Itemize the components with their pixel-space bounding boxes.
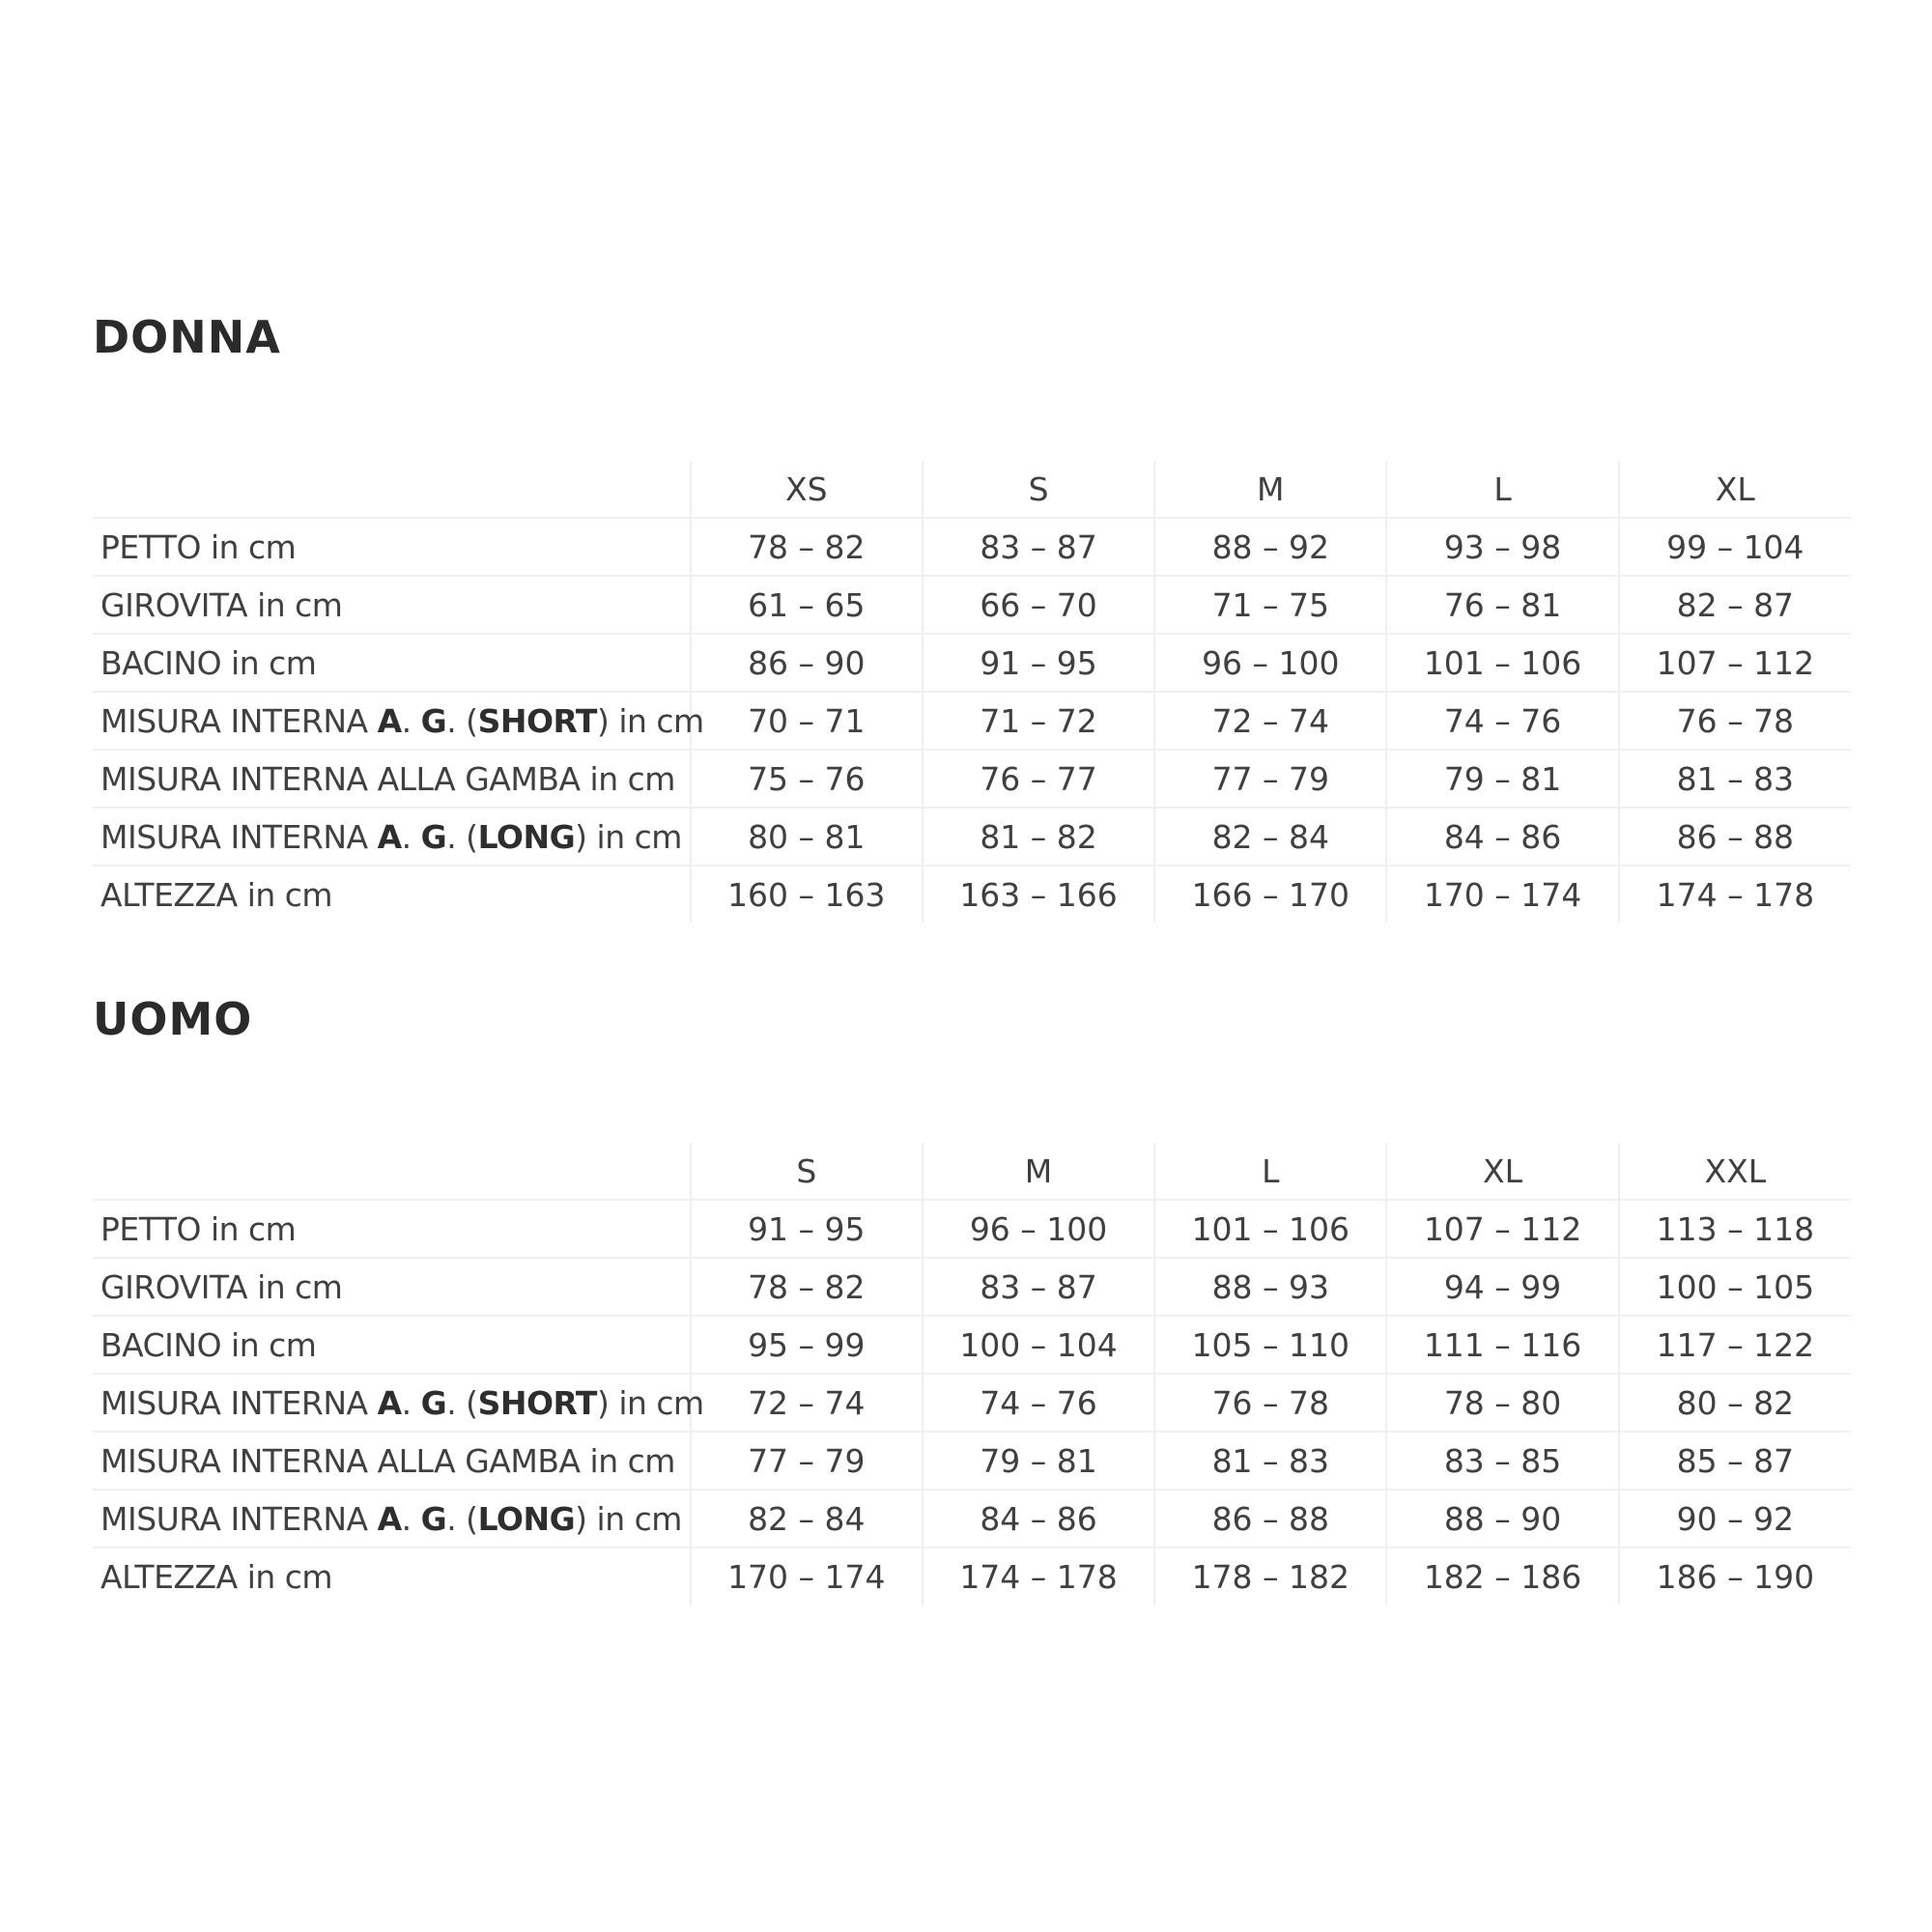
table-row — [93, 1548, 1851, 1605]
table-cell: 72 – 74 — [691, 1374, 923, 1432]
header-corner — [93, 461, 691, 518]
size-header: L — [1386, 461, 1618, 518]
table-cell: 83 – 87 — [923, 1258, 1154, 1316]
table-cell: 83 – 85 — [1386, 1432, 1618, 1490]
table-cell: 96 – 100 — [923, 1200, 1154, 1258]
table-row — [93, 576, 1851, 634]
row-label: ALTEZZA in cm — [100, 875, 333, 914]
table-cell: 186 – 190 — [1619, 1548, 1851, 1605]
table-row — [93, 1200, 1851, 1258]
table-cell: 84 – 86 — [923, 1490, 1154, 1548]
table-cell: 83 – 87 — [923, 518, 1154, 576]
table-row — [93, 1374, 1851, 1432]
table-cell: 74 – 76 — [1386, 692, 1618, 750]
table-cell: 95 – 99 — [691, 1316, 923, 1374]
table-cell: 101 – 106 — [1154, 1200, 1386, 1258]
table-cell: 71 – 75 — [1154, 576, 1386, 634]
table-cell: 74 – 76 — [923, 1374, 1154, 1432]
table-cell: 174 – 178 — [923, 1548, 1154, 1605]
row-label: PETTO in cm — [93, 518, 691, 576]
table-cell: 86 – 88 — [1619, 808, 1851, 866]
table-row — [93, 1490, 1851, 1548]
table-cell: 71 – 72 — [923, 692, 1154, 750]
size-header: XL — [1386, 1143, 1618, 1200]
row-label: MISURA INTERNA A. G. (SHORT) in cm — [93, 692, 691, 750]
table-cell: 93 – 98 — [1386, 518, 1618, 576]
header-corner — [93, 1143, 691, 1200]
table-cell: 86 – 88 — [1154, 1490, 1386, 1548]
table-cell: 174 – 178 — [1619, 866, 1851, 923]
table-cell: 82 – 84 — [1154, 808, 1386, 866]
table-row — [93, 750, 1851, 808]
row-label: MISURA INTERNA A. G. (LONG) in cm — [93, 1490, 691, 1548]
section-title-uomo: UOMO — [93, 993, 253, 1045]
table-row — [93, 866, 1851, 923]
row-label: ALTEZZA in cm — [100, 1557, 333, 1596]
table-cell: 79 – 81 — [1386, 750, 1618, 808]
table-header-row — [93, 461, 1851, 518]
row-label: PETTO in cm — [93, 1200, 691, 1258]
table-cell: 105 – 110 — [1154, 1316, 1386, 1374]
table-cell: 82 – 84 — [691, 1490, 923, 1548]
size-table-uomo — [93, 1143, 1851, 1605]
table-cell: 160 – 163 — [691, 866, 923, 923]
size-header: S — [691, 1143, 923, 1200]
table-cell: 70 – 71 — [691, 692, 923, 750]
table-cell: 113 – 118 — [1619, 1200, 1851, 1258]
table-cell: 91 – 95 — [691, 1200, 923, 1258]
table-cell: 101 – 106 — [1386, 634, 1618, 692]
row-label: MISURA INTERNA ALLA GAMBA in cm — [93, 1432, 691, 1490]
row-label: MISURA INTERNA A. G. (LONG) in cm — [93, 808, 691, 866]
table-cell: 170 – 174 — [691, 1548, 923, 1605]
table-cell: 76 – 78 — [1619, 692, 1851, 750]
table-cell: 61 – 65 — [691, 576, 923, 634]
table-cell: 111 – 116 — [1386, 1316, 1618, 1374]
table-row — [93, 692, 1851, 750]
table-cell: 79 – 81 — [923, 1432, 1154, 1490]
table-row — [93, 518, 1851, 576]
table-cell: 96 – 100 — [1154, 634, 1386, 692]
section-title-donna: DONNA — [93, 311, 281, 363]
row-label: MISURA INTERNA ALLA GAMBA in cm — [93, 750, 691, 808]
table-row — [93, 1258, 1851, 1316]
size-header: S — [923, 461, 1154, 518]
row-label: BACINO in cm — [93, 1316, 691, 1374]
table-cell: 82 – 87 — [1619, 576, 1851, 634]
table-cell: 163 – 166 — [923, 866, 1154, 923]
table-cell: 88 – 93 — [1154, 1258, 1386, 1316]
table-cell: 99 – 104 — [1619, 518, 1851, 576]
table-cell: 77 – 79 — [691, 1432, 923, 1490]
table-cell: 170 – 174 — [1386, 866, 1618, 923]
table-cell: 166 – 170 — [1154, 866, 1386, 923]
table-row — [93, 808, 1851, 866]
table-header-row — [93, 1143, 1851, 1200]
table-cell: 78 – 80 — [1386, 1374, 1618, 1432]
table-row — [93, 1432, 1851, 1490]
table-cell: 91 – 95 — [923, 634, 1154, 692]
table-cell: 88 – 90 — [1386, 1490, 1618, 1548]
table-cell: 81 – 83 — [1619, 750, 1851, 808]
table-cell: 84 – 86 — [1386, 808, 1618, 866]
row-label: GIROVITA in cm — [93, 1258, 691, 1316]
table-cell: 78 – 82 — [691, 518, 923, 576]
table-cell: 100 – 104 — [923, 1316, 1154, 1374]
table-cell: 107 – 112 — [1619, 634, 1851, 692]
table-row — [93, 634, 1851, 692]
table-cell: 81 – 83 — [1154, 1432, 1386, 1490]
table-cell: 76 – 81 — [1386, 576, 1618, 634]
table-cell: 86 – 90 — [691, 634, 923, 692]
table-cell: 85 – 87 — [1619, 1432, 1851, 1490]
table-cell: 77 – 79 — [1154, 750, 1386, 808]
size-table-donna — [93, 461, 1851, 923]
table-cell: 80 – 81 — [691, 808, 923, 866]
table-cell: 100 – 105 — [1619, 1258, 1851, 1316]
table-cell: 75 – 76 — [691, 750, 923, 808]
table-cell: 78 – 82 — [691, 1258, 923, 1316]
row-label: MISURA INTERNA A. G. (SHORT) in cm — [93, 1374, 691, 1432]
table-cell: 72 – 74 — [1154, 692, 1386, 750]
table-cell: 107 – 112 — [1386, 1200, 1618, 1258]
table-cell: 76 – 77 — [923, 750, 1154, 808]
table-row — [93, 1316, 1851, 1374]
table-cell: 182 – 186 — [1386, 1548, 1618, 1605]
size-header: XXL — [1619, 1143, 1851, 1200]
table-cell: 80 – 82 — [1619, 1374, 1851, 1432]
table-cell: 81 – 82 — [923, 808, 1154, 866]
table-cell: 76 – 78 — [1154, 1374, 1386, 1432]
table-cell: 117 – 122 — [1619, 1316, 1851, 1374]
size-header: XS — [691, 461, 923, 518]
size-header: XL — [1619, 461, 1851, 518]
size-header: L — [1154, 1143, 1386, 1200]
table-cell: 66 – 70 — [923, 576, 1154, 634]
table-cell: 90 – 92 — [1619, 1490, 1851, 1548]
table-cell: 178 – 182 — [1154, 1548, 1386, 1605]
row-label: GIROVITA in cm — [93, 576, 691, 634]
size-header: M — [1154, 461, 1386, 518]
table-cell: 94 – 99 — [1386, 1258, 1618, 1316]
size-header: M — [923, 1143, 1154, 1200]
row-label: BACINO in cm — [93, 634, 691, 692]
table-cell: 88 – 92 — [1154, 518, 1386, 576]
